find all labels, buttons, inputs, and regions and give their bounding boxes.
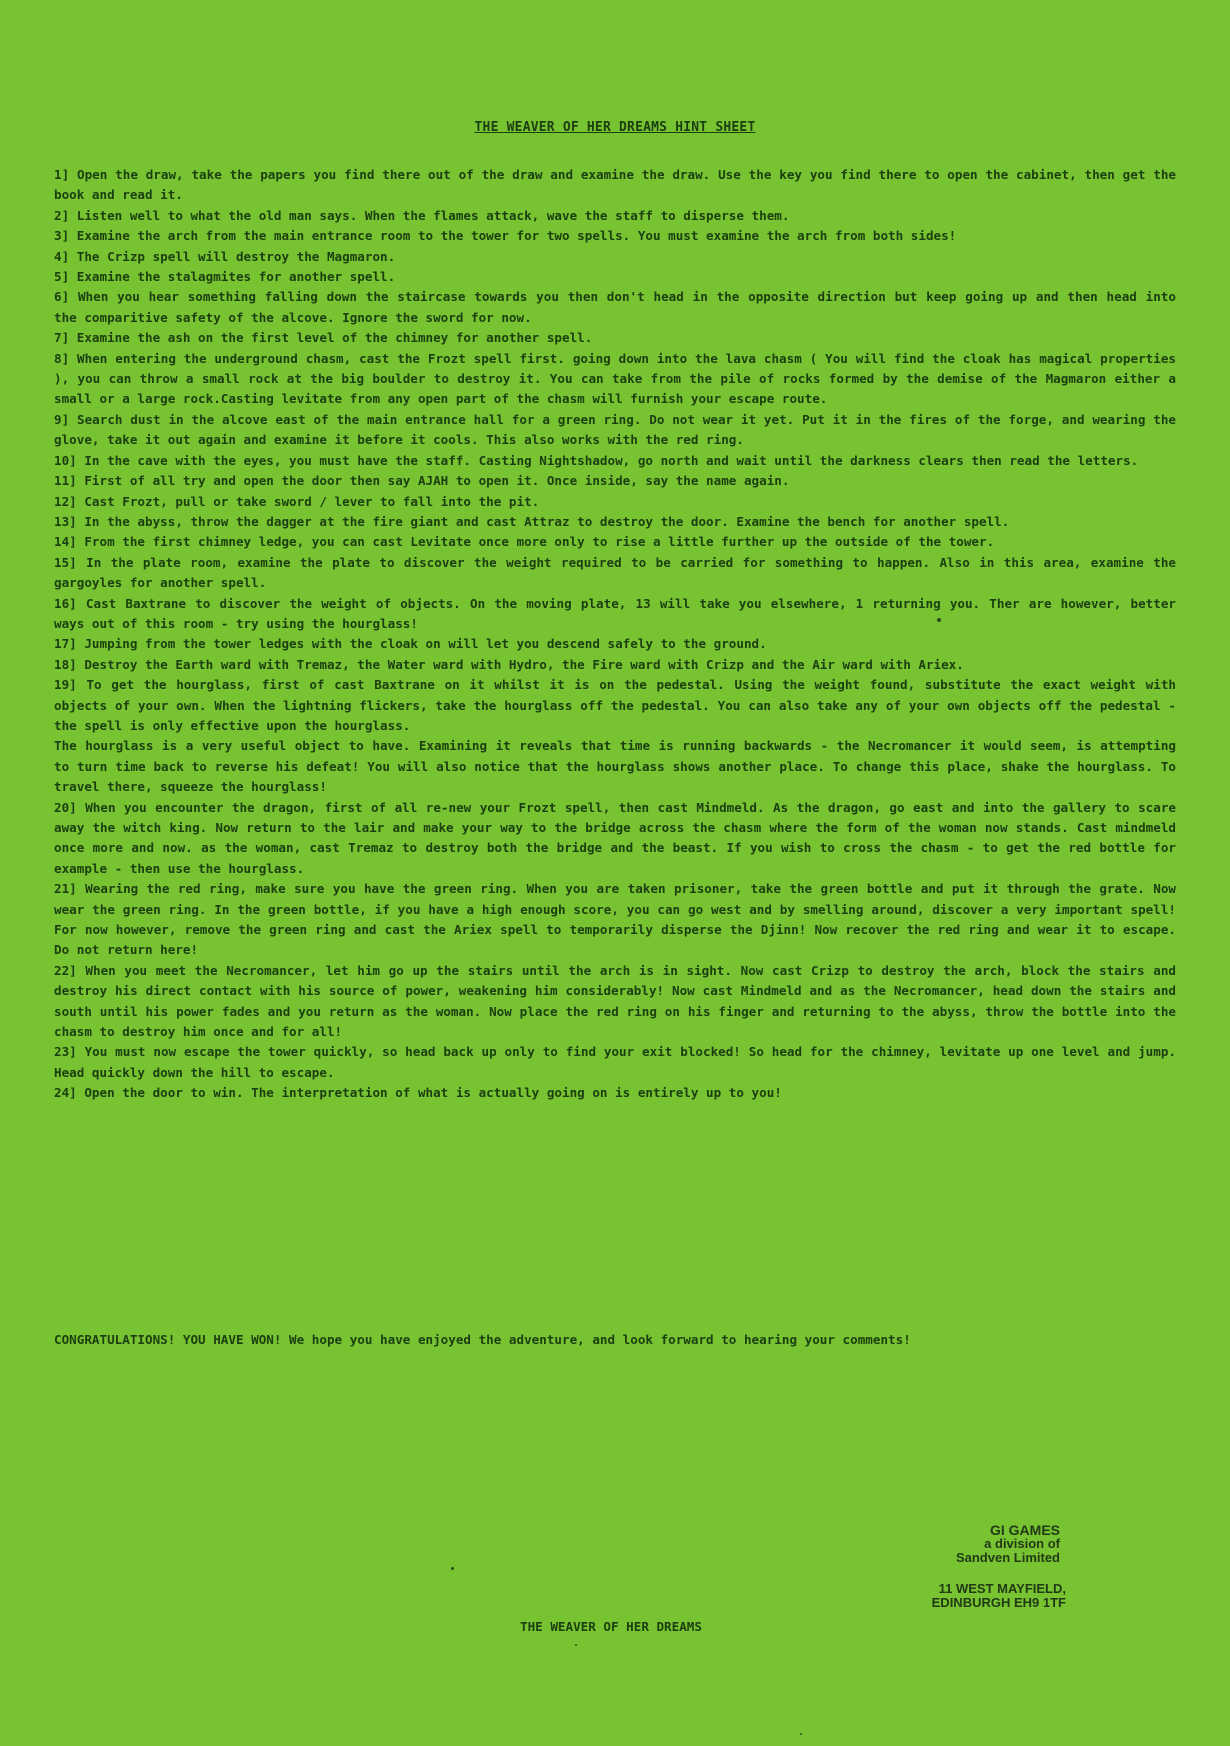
- hint-item: 23] You must now escape the tower quickly, so head back up only to find your exit blocked! So head for the chimney, levitate up one level and jump. Head quickly down the hill to escape.: [54, 1044, 1176, 1080]
- address-line-1: 11 WEST MAYFIELD,: [938, 1581, 1066, 1596]
- hint-item: 18] Destroy the Earth ward with Tremaz, the Water ward with Hydro, the Fire ward with Crizp and the Air ward with Ariex.: [54, 656, 964, 672]
- footer-title: THE WEAVER OF HER DREAMS: [520, 1619, 702, 1634]
- hint-item: The hourglass is a very useful object to have. Examining it reveals that time is running backwards - the Necromancer it would seem, is attempting to turn time back to reverse his defeat! You will also notice that the hourglass shows another place. To change this place, shake the hourglass. To travel there, squeeze the hourglass!: [54, 738, 1176, 795]
- hint-item: 21] Wearing the red ring, make sure you have the green ring. When you are taken prisoner, take the green bottle and put it through the grate. Now wear the green ring. In the green bottle, if you have a high enough score, you can go west and by smelling around, discover a very important spell! For now however, remove the green ring and cast the Ariex spell to temporarily disperse the Djinn! Now recover the red ring and wear it to escape. Do not return here!: [54, 881, 1176, 958]
- paper-speck: [937, 618, 941, 622]
- publisher-name: GI GAMES: [989, 1522, 1060, 1538]
- hint-item: 10] In the cave with the eyes, you must have the staff. Casting Nightshadow, go north and wait until the darkness clears then read the letters.: [54, 452, 1139, 468]
- hint-item: 14] From the first chimney ledge, you can cast Levitate once more only to rise a little further up the outside of the tower.: [54, 534, 995, 550]
- hint-item: 22] When you meet the Necromancer, let him go up the stairs until the arch is in sight. Now cast Crizp to destroy the arch, block the stairs and destroy his direct contact with his source of power, weakening him considerably! Now cast Mindmeld and as the Necromancer, head down the stairs and south until his power fades and you return as the woman. Now place the red ring on his finger and returning to the abyss, throw the bottle into the chasm to destroy him once and for all!: [54, 962, 1176, 1040]
- paper-speck: [800, 1733, 802, 1735]
- hint-item: 8] When entering the underground chasm, cast the Frozt spell first. going down into the lava chasm ( You will find the cloak has magical properties ), you can throw a small rock at the big boulder to destroy it. You can take from the pile of rocks formed by the demise of the Magmaron either a small or a large rock.Casting levitate from any open part of the chasm will furnish your escape route.: [54, 350, 1176, 407]
- publisher-parent: Sandven Limited: [955, 1550, 1060, 1565]
- paper-speck: [451, 1567, 454, 1570]
- hint-item: 19] To get the hourglass, first of cast Baxtrane on it whilst it is on the pedestal. Using the weight found, substitute the exact weight with objects of your own. When the lightning flickers, take the hourglass off the pedestal. You can also take any of your own objects off the pedestal - the spell is only effective upon the hourglass.: [54, 677, 1176, 733]
- hint-item: 9] Search dust in the alcove east of the main entrance hall for a green ring. Do not wear it yet. Put it in the fires of the forge, and wearing the glove, take it out again and examine it before it cools. This also works with the red ring.: [54, 411, 1176, 448]
- hint-item: 16] Cast Baxtrane to discover the weight of objects. On the moving plate, 13 will take you elsewhere, 1 returning you. Ther are however, better ways out of this room - try using the hourglass!: [54, 595, 1176, 631]
- hint-item: 4] The Crizp spell will destroy the Magmaron.: [54, 248, 396, 264]
- hint-item: 3] Examine the arch from the main entrance room to the tower for two spells. You must examine the arch from both sides!: [54, 228, 957, 244]
- paper-speck: [575, 1644, 577, 1646]
- publisher-block: [912, 1523, 1060, 1565]
- hint-item: 6] When you hear something falling down the staircase towards you then don't head in the opposite direction but keep going up and then head into the comparitive safety of the alcove. Ignore the sword for now.: [54, 289, 1176, 325]
- hint-item: 20] When you encounter the dragon, first of all re-new your Frozt spell, then cast Mindmeld. As the dragon, go east and into the gallery to scare away the witch king. Now return to the lair and make your way to the bridge across the chasm where the form of the woman now stands. Cast mindmeld once more and now. as the woman, cast Tremaz to destroy both the bridge and the beast. If you wish to cross the chasm - to get the red bottle for example - then use the hourglass.: [54, 799, 1176, 876]
- hint-item: 12] Cast Frozt, pull or take sword / lever to fall into the pit.: [54, 493, 540, 509]
- hint-item: 1] Open the draw, take the papers you find there out of the draw and examine the draw. Use the key you find there to open the cabinet, then get the book and read it.: [54, 167, 1176, 203]
- address-line-2: EDINBURGH EH9 1TF: [931, 1595, 1066, 1610]
- hint-item: 2] Listen well to what the old man says. When the flames attack, wave the staff to disperse them.: [54, 207, 790, 223]
- congratulations-text: CONGRATULATIONS! YOU HAVE WON! We hope you have enjoyed the adventure, and look forward to hearing your comments!: [54, 1332, 911, 1347]
- hint-item: 17] Jumping from the tower ledges with the cloak on will let you descend safely to the ground.: [54, 636, 767, 652]
- page-title: THE WEAVER OF HER DREAMS HINT SHEET: [474, 120, 756, 135]
- publisher-address: [900, 1582, 1066, 1610]
- hint-list: [54, 165, 1176, 1104]
- publisher-division: a division of: [984, 1536, 1060, 1551]
- hint-item: 11] First of all try and open the door then say AJAH to open it. Once inside, say the name again.: [54, 473, 790, 489]
- hint-item: 5] Examine the stalagmites for another spell.: [54, 269, 396, 285]
- hint-item: 7] Examine the ash on the first level of the chimney for another spell.: [54, 330, 593, 346]
- hint-item: 15] In the plate room, examine the plate to discover the weight required to be carried for something to happen. Also in this area, examine the gargoyles for another spell.: [54, 554, 1176, 591]
- hint-item: 24] Open the door to win. The interpretation of what is actually going on is entirely up to you!: [54, 1085, 782, 1101]
- hint-item: 13] In the abyss, throw the dagger at the fire giant and cast Attraz to destroy the door. Examine the bench for another spell.: [54, 513, 1010, 529]
